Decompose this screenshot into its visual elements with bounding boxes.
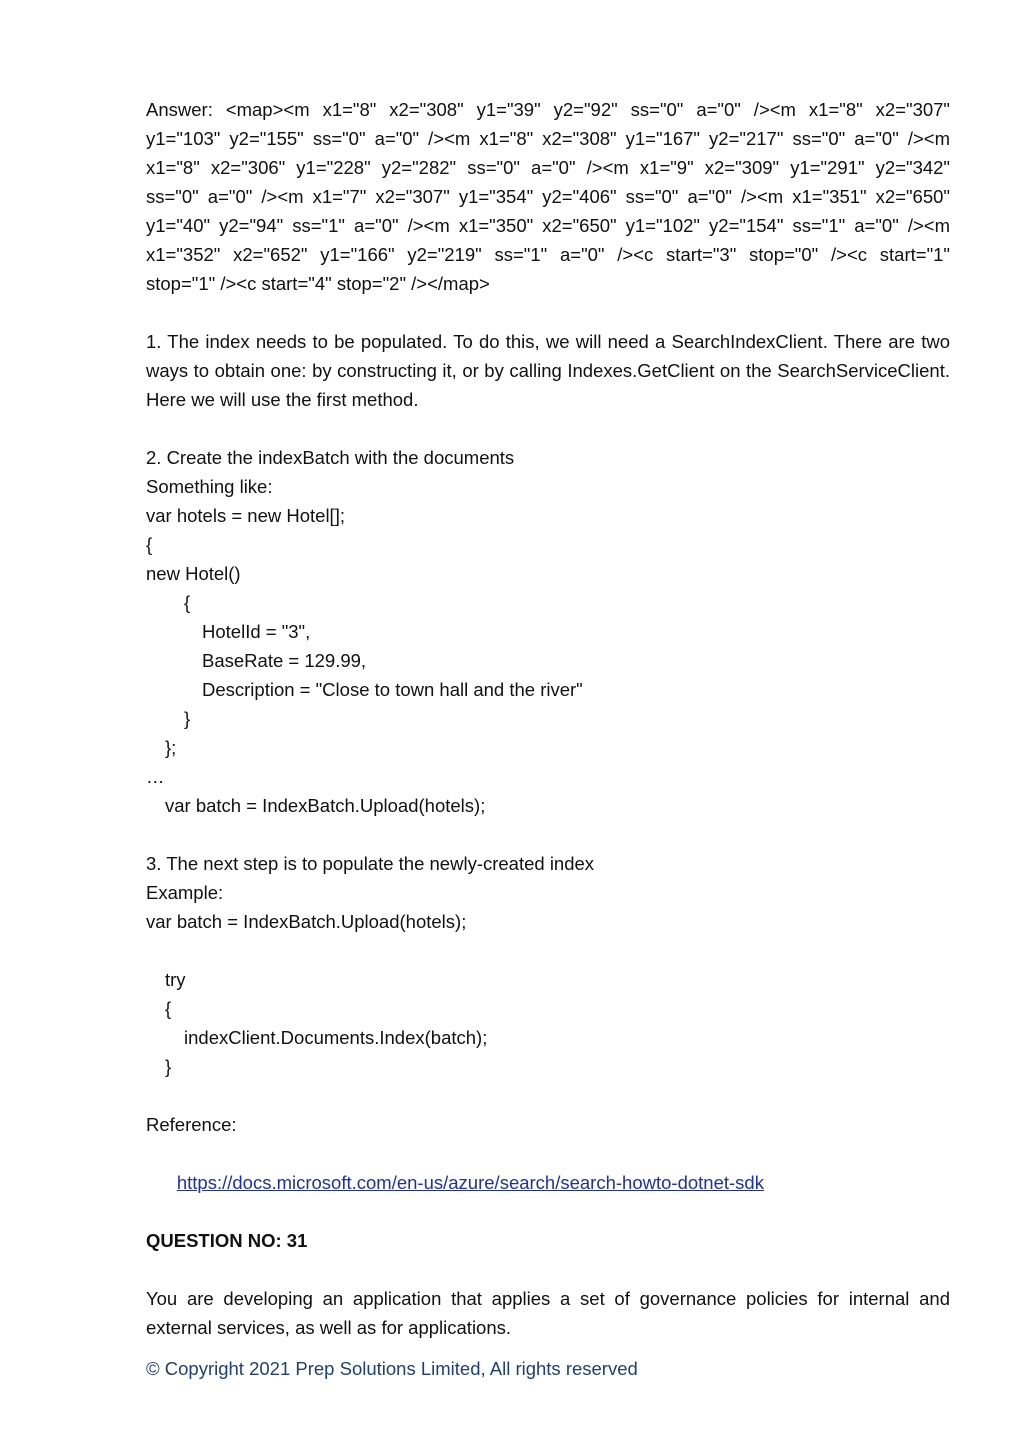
code-line: var batch = IndexBatch.Upload(hotels); <box>165 795 486 816</box>
code-line: } <box>165 1056 172 1077</box>
blank-line <box>146 1197 950 1226</box>
step-2-block <box>146 443 950 820</box>
step-3-heading: 3. The next step is to populate the newly-created index <box>146 853 595 874</box>
question-heading-block <box>146 1226 950 1255</box>
code-line: }; <box>165 737 177 758</box>
step-3-intro: Example: <box>146 882 224 903</box>
step-2-heading: 2. Create the indexBatch with the documents <box>146 447 515 468</box>
code-line: BaseRate = 129.99, <box>202 650 367 671</box>
code-line: { <box>165 998 172 1019</box>
code-line: } <box>184 708 191 729</box>
step-2-intro: Something like: <box>146 476 273 497</box>
step-1-line: Here we will use the first method. <box>146 389 419 410</box>
question-body <box>146 1284 950 1342</box>
copyright-footer: © Copyright 2021 Prep Solutions Limited, All rights reserved <box>146 1358 638 1379</box>
answer-line: x1="352" x2="652" y1="166" y2="219" ss="1" a="0" /><c start="3" stop="0" /><c start="1" <box>146 244 950 265</box>
code-line: { <box>146 534 153 555</box>
code-line: new Hotel() <box>146 563 241 584</box>
question-line: external services, as well as for applications. <box>146 1317 512 1338</box>
answer-line: Answer: <map><m x1="8" x2="308" y1="39" y2="92" ss="0" a="0" /><m x1="8" x2="307" <box>146 99 950 120</box>
answer-line: y1="103" y2="155" ss="0" a="0" /><m x1="8" x2="308" y1="167" y2="217" ss="0" a="0" /><m <box>146 128 950 149</box>
step-1-line: 1. The index needs to be populated. To do this, we will need a SearchIndexClient. There are two <box>146 331 950 352</box>
code-line: indexClient.Documents.Index(batch); <box>184 1027 488 1048</box>
document-page <box>146 95 950 1371</box>
question-line: You are developing an application that applies a set of governance policies for internal and <box>146 1288 950 1309</box>
reference-line <box>146 1139 950 1193</box>
code-line: … <box>146 766 165 787</box>
answer-line: ss="0" a="0" /><m x1="7" x2="307" y1="354" y2="406" ss="0" a="0" /><m x1="351" x2="650" <box>146 186 950 207</box>
code-line: HotelId = "3", <box>202 621 311 642</box>
answer-line: stop="1" /><c start="4" stop="2" /></map> <box>146 273 490 294</box>
reference-link[interactable]: https://docs.microsoft.com/en-us/azure/search/search-howto-dotnet-sdk <box>176 1172 764 1193</box>
blank-line <box>146 936 950 965</box>
step-1-paragraph <box>146 327 950 414</box>
question-title: QUESTION NO: 31 <box>146 1230 308 1251</box>
answer-line: y1="40" y2="94" ss="1" a="0" /><m x1="350" x2="650" y1="102" y2="154" ss="1" a="0" /><m <box>146 215 950 236</box>
code-line: var batch = IndexBatch.Upload(hotels); <box>146 911 467 932</box>
code-line: try <box>165 969 186 990</box>
code-line: var hotels = new Hotel[]; <box>146 505 345 526</box>
reference-block <box>146 1110 950 1193</box>
answer-block <box>146 95 950 298</box>
code-line: { <box>184 592 191 613</box>
code-line: Description = "Close to town hall and the river" <box>202 679 583 700</box>
step-1-line: ways to obtain one: by constructing it, or by calling Indexes.GetClient on the SearchServiceClient. <box>146 360 950 381</box>
reference-label: Reference: <box>146 1114 237 1135</box>
answer-line: x1="8" x2="306" y1="228" y2="282" ss="0" a="0" /><m x1="9" x2="309" y1="291" y2="342" <box>146 157 950 178</box>
step-3-block <box>146 849 950 1081</box>
